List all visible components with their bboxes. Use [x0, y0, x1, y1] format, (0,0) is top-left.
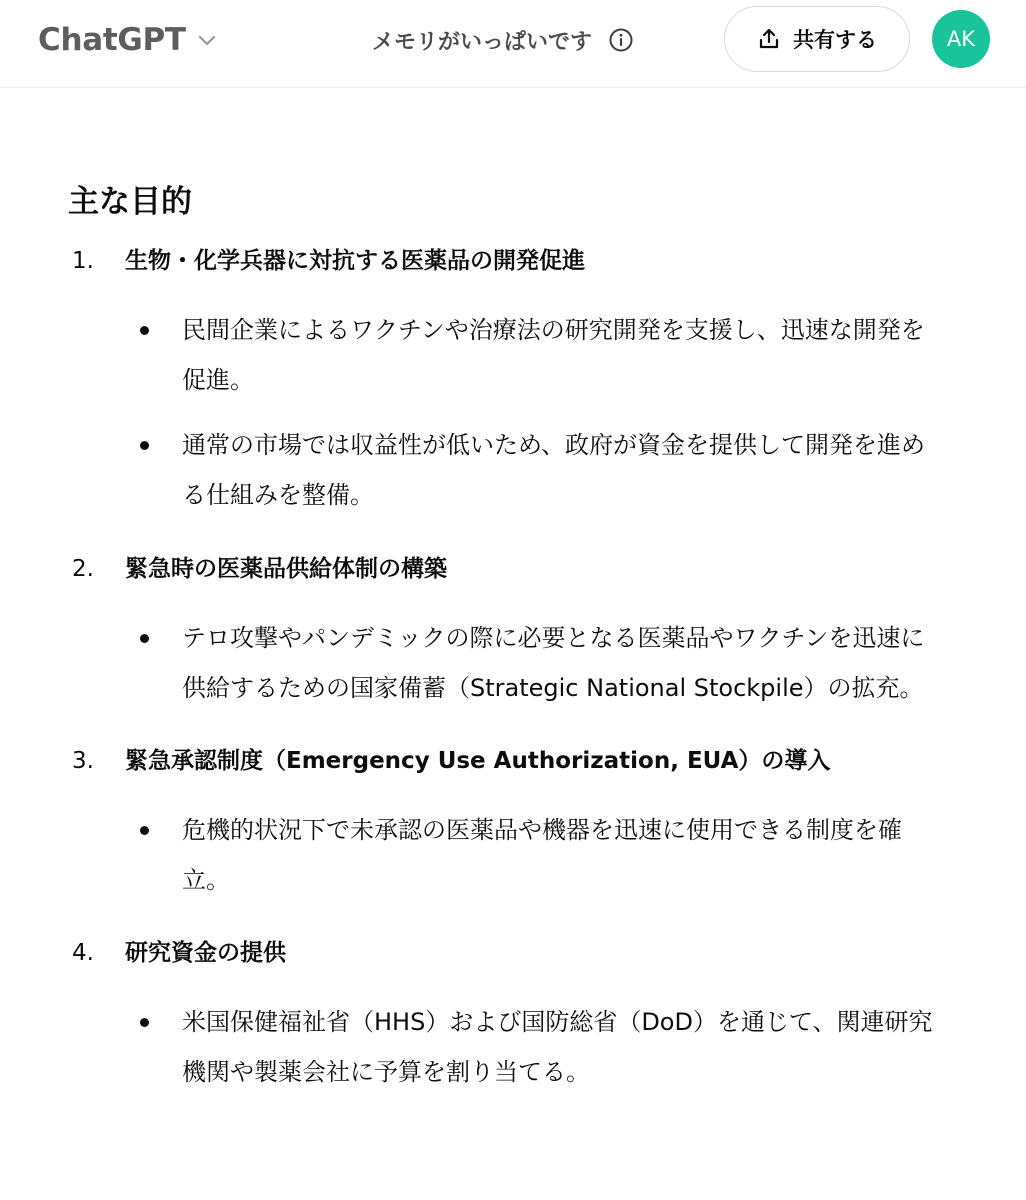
list-item	[68, 744, 958, 905]
bullet-dot	[140, 441, 149, 450]
bullet-text: 米国保健福祉省（HHS）および国防総省（DoD）を通じて、関連研究機関や製薬会社に予算を割り当てる。	[182, 1008, 933, 1086]
list-item	[68, 244, 958, 520]
model-selector[interactable]	[38, 20, 218, 60]
list-item	[68, 936, 958, 1097]
bullet-dot	[140, 1018, 149, 1027]
chevron-down-icon	[196, 29, 218, 51]
memory-status-text: メモリがいっぱいです	[372, 29, 593, 55]
share-upload-icon	[757, 27, 781, 51]
list-item-title	[68, 744, 958, 778]
bullet-text: テロ攻撃やパンデミックの際に必要となる医薬品やワクチンを迅速に供給するための国家備蓄（Strategic National Stockpile）の拡充。	[182, 624, 925, 702]
bullet-dot	[140, 326, 149, 335]
list-number: 4.	[72, 940, 94, 966]
list-item-title-text: 緊急承認制度（Emergency Use Authorization, EUA）の導入	[125, 748, 831, 774]
bullet-item	[68, 613, 958, 713]
bullet-item	[68, 805, 958, 905]
list-number: 1.	[72, 248, 94, 274]
bullet-item	[68, 997, 958, 1097]
bullet-dot	[140, 826, 149, 835]
bullet-item	[68, 420, 958, 520]
avatar[interactable]: AK	[932, 10, 990, 68]
list-item-title	[68, 244, 958, 278]
info-icon[interactable]	[608, 27, 634, 53]
list-item-title	[68, 552, 958, 586]
section-heading: 主な目的	[68, 184, 192, 220]
assistant-message	[68, 170, 958, 1097]
list-item-title-text: 研究資金の提供	[125, 940, 286, 966]
list-item-title	[68, 936, 958, 970]
share-label: 共有する	[793, 28, 877, 52]
top-bar	[0, 0, 1026, 88]
memory-full-status[interactable]	[372, 20, 634, 60]
list-number: 3.	[72, 748, 94, 774]
bullet-text: 危機的状況下で未承認の医薬品や機器を迅速に使用できる制度を確立。	[182, 816, 902, 894]
list-item	[68, 552, 958, 713]
list-item-title-text: 生物・化学兵器に対抗する医薬品の開発促進	[125, 248, 585, 274]
list-item-title-text: 緊急時の医薬品供給体制の構築	[125, 556, 447, 582]
bullet-item	[68, 305, 958, 405]
bullet-text: 通常の市場では収益性が低いため、政府が資金を提供して開発を進める仕組みを整備。	[182, 431, 926, 509]
bullet-dot	[140, 634, 149, 643]
model-name: ChatGPT	[38, 22, 186, 58]
list-number: 2.	[72, 556, 94, 582]
share-button[interactable]	[724, 6, 910, 72]
bullet-text: 民間企業によるワクチンや治療法の研究開発を支援し、迅速な開発を促進。	[182, 316, 925, 394]
